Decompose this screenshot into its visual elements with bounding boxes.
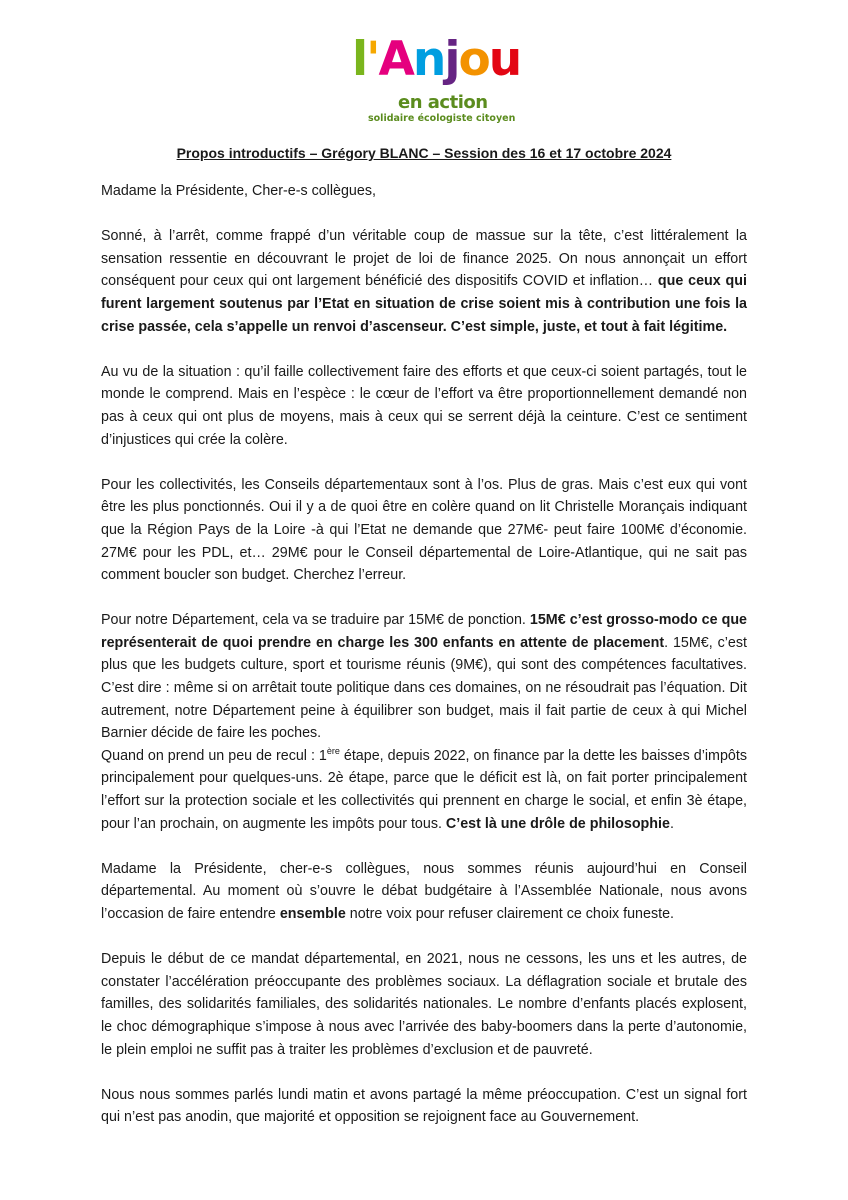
logo-letter: o — [458, 32, 489, 87]
logo-letter: u — [488, 32, 521, 87]
paragraph-2: Au vu de la situation : qu’il faille collectivement faire des efforts et que ceux-ci soient partagés, tout le monde le comprend. Mais en l’espèce : le cœur de l’effort va être proportionnellement demandé non pas à ceux qui ont plus de moyens, mais à ceux qui se serrent déjà la ceinture. C’est ce sentiment d’injustices qui crée la colère. — [101, 363, 747, 448]
logo-letter: l — [352, 32, 367, 87]
paragraph-6: Madame la Présidente, cher-e-s collègues, nous sommes réunis aujourd’hui en Conseil départemental. Au moment où s’ouvre le débat budgétaire à l’Assemblée Nationale, nous avons l’occasion de faire entendre ensemble notre voix pour refuser clairement ce choix funeste. — [101, 860, 747, 922]
paragraph-8: Nous nous sommes parlés lundi matin et avons partagé la même préoccupation. C’est un signal fort qui n’est pas anodin, que majorité et opposition se rejoignent face au Gouvernement. — [101, 1086, 747, 1126]
paragraph-1: Sonné, à l’arrêt, comme frappé d’un véritable coup de massue sur la tête, c’est littéralement la sensation ressentie en découvrant le projet de loi de finance 2025. On nous annonçait un effort conséquent pour ceux qui ont largement bénéficié des dispositifs COVID et inflation… que ceux qui furent largement soutenus par l’Etat en situation de crise soient mis à contribution une fois la crise passée, cela s’appelle un renvoi d’ascenseur. C’est simple, juste, et tout à fait légitime. — [101, 228, 748, 335]
document-body — [101, 180, 747, 1129]
paragraph-4: Pour notre Département, cela va se traduire par 15M€ de ponction. 15M€ c’est grosso-modo ce que représenterait de quoi prendre en charge les 300 enfants en attente de placement. 15M€, c’est plus que les budgets culture, sport et tourisme réunis (9M€), qui sont des compétences facultatives. C’est dire : même si on arrêtait toute politique dans ces domaines, on ne résoudrait pas l’équation. Dit autrement, notre Département peine à équilibrer son budget, mais il fait partie de ceux à qui Michel Barnier décide de faire les poches. — [101, 612, 747, 742]
logo — [352, 32, 521, 124]
logo-letter: j — [444, 32, 459, 87]
logo-letter: A — [378, 32, 413, 87]
logo-letter: ' — [366, 32, 379, 87]
logo-wordmark — [352, 32, 521, 87]
paragraph-7: Depuis le début de ce mandat départemental, en 2021, nous ne cessons, les uns et les autres, de constater l’accélération préoccupante des problèmes sociaux. La déflagration sociale et brutale des familles, des solidarités familiales, des solidarités nationales. Le nombre d’enfants placés explosent, le choc démographique s’impose à nous avec l’arrivée des baby-boomers dans la perte d’autonomie, le plein emploi ne suffit pas à traiter les problèmes d’exclusion et de pauvreté. — [101, 951, 747, 1058]
logo-tagline: solidaire écologiste citoyen — [368, 113, 516, 124]
document-title: Propos introductifs – Grégory BLANC – Session des 16 et 17 octobre 2024 — [176, 145, 672, 161]
paragraph-5: Quand on prend un peu de recul : 1ère étape, depuis 2022, on finance par la dette les baisses d’impôts principalement pour quelques-uns. 2è étape, parce que le déficit est là, on fait porter principalement l’effort sur la protection sociale et les collectivités qui prennent en charge le social, et enfin 3è étape, pour l’an prochain, on augmente les impôts pour tous. C’est là une drôle de philosophie. — [101, 746, 747, 832]
logo-letter: n — [412, 32, 445, 87]
paragraph-3: Pour les collectivités, les Conseils départementaux sont à l’os. Plus de gras. Mais c’est eux qui vont être les plus ponctionnés. Oui il y a de quoi être en colère quand on lit Christelle Morançais indiquant que la Région Pays de la Loire -à qui l’Etat ne demande que 27M€- peut faire 100M€ d’économie. 27M€ pour les PDL, et… 29M€ pour le Conseil départemental de Loire-Atlantique, qui ne sait pas comment boucler son budget. Cherchez l’erreur. — [101, 476, 747, 584]
greeting: Madame la Présidente, Cher-e-s collègues, — [101, 183, 376, 199]
logo-subtitle: en action — [398, 92, 488, 113]
